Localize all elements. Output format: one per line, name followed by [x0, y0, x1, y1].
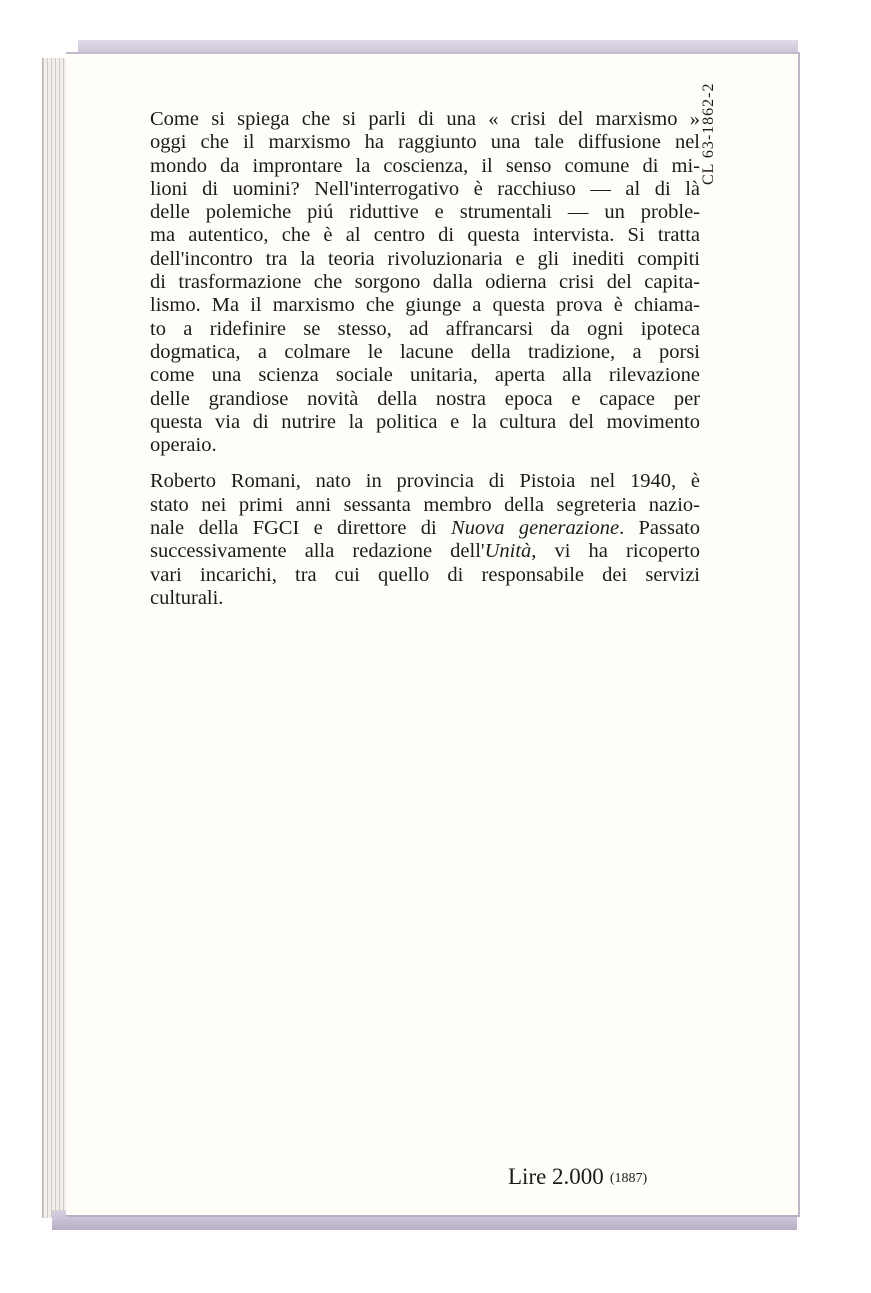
back-cover-blurb — [150, 108, 700, 610]
bio-line: culturali. — [150, 586, 224, 609]
blurb-line: mondo da improntare la coscienza, il senso comune di mi- — [150, 154, 700, 177]
bio-text: , vi ha ricoperto — [531, 540, 700, 563]
bio-line: Roberto Romani, nato in provincia di Pistoia nel 1940, è — [150, 470, 700, 493]
bio-line: stato nei primi anni sessanta membro della segreteria nazio- — [150, 493, 700, 516]
blurb-line: delle grandiose novità della nostra epoca e capace per — [150, 387, 700, 410]
blurb-line: dell'incontro tra la teoria rivoluzionaria e gli inediti compiti — [150, 247, 700, 270]
catalog-code: CL 63-1862-2 — [700, 82, 717, 185]
bio-line — [150, 517, 700, 540]
bio-text: successivamente alla redazione dell' — [150, 540, 485, 563]
blurb-line: lioni di uomini? Nell'interrogativo è racchiuso — al di là — [150, 177, 700, 200]
blurb-line: lismo. Ma il marxismo che giunge a questa prova è chiama- — [150, 294, 700, 317]
bio-text: . Passato — [619, 517, 700, 540]
price — [508, 1164, 647, 1190]
blurb-paragraph-1 — [150, 108, 700, 457]
author-bio-paragraph — [150, 470, 700, 610]
blurb-line: to a ridefinire se stesso, ad affrancarsi da ogni ipoteca — [150, 317, 700, 340]
newspaper-title: Unità — [484, 540, 532, 563]
blurb-line: ma autentico, che è al centro di questa intervista. Si tratta — [150, 224, 700, 247]
blurb-line: dogmatica, a colmare le lacune della tradizione, a porsi — [150, 340, 700, 363]
blurb-line: come una scienza sociale unitaria, aperta alla rilevazione — [150, 364, 700, 387]
bio-line: vari incarichi, tra cui quello di responsabile dei servizi — [150, 563, 700, 586]
bio-line — [150, 540, 700, 563]
blurb-line: Come si spiega che si parli di una « crisi del marxismo » — [150, 108, 700, 130]
blurb-line: operaio. — [150, 434, 217, 457]
blurb-line: delle polemiche piú riduttive e strumentali — un proble- — [150, 201, 700, 224]
blurb-line: oggi che il marxismo ha raggiunto una tale diffusione nel — [150, 131, 700, 154]
bio-text: nale della FGCI e direttore di — [150, 517, 452, 540]
price-number: (1887) — [609, 1171, 648, 1186]
price-label: Lire 2.000 — [508, 1164, 604, 1189]
magazine-title: Nuova generazione — [451, 517, 620, 540]
blurb-line: di trasformazione che sorgono dalla odierna crisi del capita- — [150, 271, 700, 294]
blurb-line: questa via di nutrire la politica e la cultura del movimento — [150, 410, 700, 433]
